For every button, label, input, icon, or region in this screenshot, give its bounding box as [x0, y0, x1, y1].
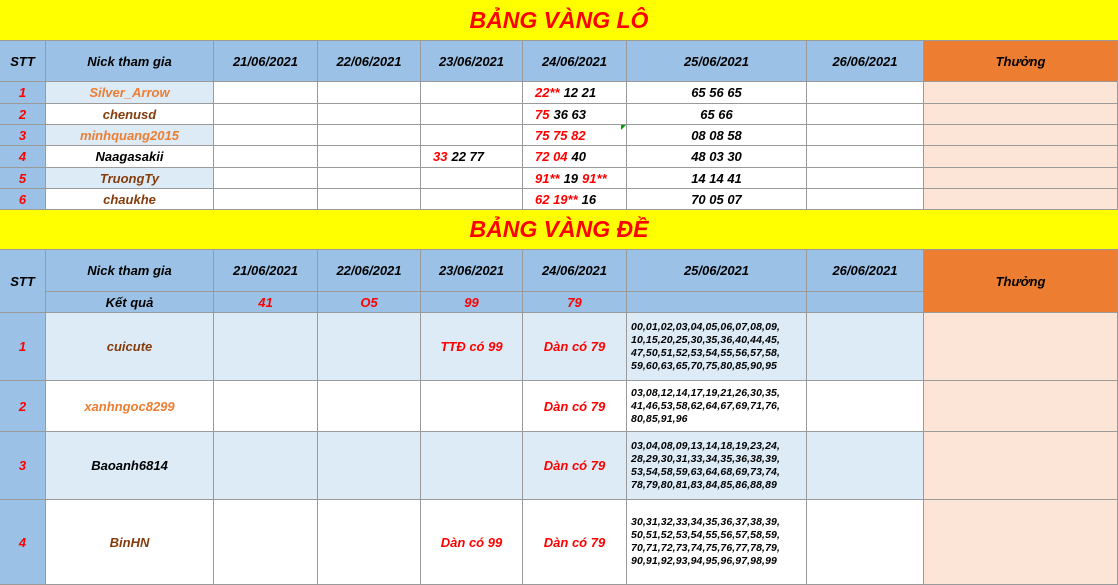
- de-cell-25: 03,04,08,09,13,14,18,19,23,24, 28,29,30,31,33,34,35,36,38,39, 53,54,58,59,63,64,68,69,73,74, 78,79,80,81,83,84,85,86,88,89: [627, 432, 807, 500]
- lo-cell-21: [214, 125, 318, 146]
- de-header-date-25: 25/06/2021: [627, 250, 807, 292]
- lo-header-nick: Nick tham gia: [46, 41, 214, 82]
- de-cell-25: 00,01,02,03,04,05,06,07,08,09, 10,15,20,25,30,35,36,40,44,45, 47,50,51,52,53,54,55,56,57,58, 59,60,63,65,70,75,80,85,90,95: [627, 313, 807, 381]
- de-nick: xanhngoc8299: [46, 381, 214, 432]
- lo-cell-23: [421, 146, 523, 168]
- de-row: [0, 500, 1118, 585]
- lo-cell-24-part: 75: [535, 106, 550, 122]
- de-cell-thuong: [924, 432, 1118, 500]
- lo-header-row: [0, 41, 1118, 82]
- de-cell-23: TTĐ có 99: [421, 313, 523, 381]
- lo-cell-22: [318, 104, 421, 125]
- de-cell-21: [214, 500, 318, 585]
- lo-cell-26: [807, 104, 924, 125]
- lo-cell-24-part: 12 21: [563, 85, 597, 100]
- lo-cell-thuong: [924, 125, 1118, 146]
- lo-cell-25: 65 56 65: [627, 82, 807, 104]
- lo-stt: 5: [0, 168, 46, 189]
- lo-row: [0, 146, 1118, 168]
- lo-cell-24: [523, 125, 627, 146]
- comment-indicator-icon: [621, 125, 626, 130]
- lo-cell-26: [807, 168, 924, 189]
- lo-cell-23: [421, 189, 523, 210]
- de-result-21: 41: [214, 292, 318, 313]
- lo-cell-25: 14 14 41: [627, 168, 807, 189]
- de-nick: BinHN: [46, 500, 214, 585]
- de-cell-23: [421, 381, 523, 432]
- de-stt: 4: [0, 500, 46, 585]
- de-cell-22: [318, 500, 421, 585]
- de-result-24: 79: [523, 292, 627, 313]
- de-cell-26: [807, 381, 924, 432]
- lo-cell-22: [318, 146, 421, 168]
- lo-cell-thuong: [924, 104, 1118, 125]
- lo-cell-24-part: 36 63: [553, 106, 587, 122]
- lo-cell-23: [421, 104, 523, 125]
- lo-cell-21: [214, 104, 318, 125]
- lo-header-date-24: 24/06/2021: [523, 41, 627, 82]
- lo-cell-thuong: [924, 189, 1118, 210]
- lo-stt: 4: [0, 146, 46, 168]
- de-cell-22: [318, 313, 421, 381]
- lo-row: [0, 125, 1118, 146]
- lo-cell-23: [421, 125, 523, 146]
- lo-cell-23-part: 22 77: [451, 149, 485, 164]
- de-cell-26: [807, 500, 924, 585]
- lo-nick: Naagasakii: [46, 146, 214, 168]
- de-cell-thuong: [924, 313, 1118, 381]
- de-nick: cuicute: [46, 313, 214, 381]
- lo-nick: TruongTy: [46, 168, 214, 189]
- lo-header-thuong: Thưởng: [924, 41, 1118, 82]
- de-cell-thuong: [924, 381, 1118, 432]
- de-stt: 1: [0, 313, 46, 381]
- de-result-22: O5: [318, 292, 421, 313]
- lo-stt: 6: [0, 189, 46, 210]
- lo-nick: minhquang2015: [46, 125, 214, 146]
- lo-nick: chaukhe: [46, 189, 214, 210]
- de-header-date-22: 22/06/2021: [318, 250, 421, 292]
- lo-cell-24: [523, 104, 627, 125]
- lo-cell-24-part: 19: [563, 170, 579, 186]
- lo-header-date-23: 23/06/2021: [421, 41, 523, 82]
- lo-cell-23: [421, 82, 523, 104]
- lo-cell-24-part: 22**: [535, 85, 560, 100]
- lo-cell-24-part: 91**: [535, 170, 560, 186]
- lo-header-date-25: 25/06/2021: [627, 41, 807, 82]
- de-header-date-26: 26/06/2021: [807, 250, 924, 292]
- de-header-date-23: 23/06/2021: [421, 250, 523, 292]
- lo-cell-24: [523, 189, 627, 210]
- de-nick: Baoanh6814: [46, 432, 214, 500]
- lo-cell-24: [523, 146, 627, 168]
- lo-cell-25: 08 08 58: [627, 125, 807, 146]
- lo-row: [0, 82, 1118, 104]
- lo-row: [0, 189, 1118, 210]
- lo-cell-22: [318, 189, 421, 210]
- de-cell-25: 03,08,12,14,17,19,21,26,30,35, 41,46,53,58,62,64,67,69,71,76, 80,85,91,96: [627, 381, 807, 432]
- de-cell-25: 30,31,32,33,34,35,36,37,38,39, 50,51,52,53,54,55,56,57,58,59, 70,71,72,73,74,75,76,77,78,79, 90,91,92,93,94,95,96,97,98,99: [627, 500, 807, 585]
- de-cell-22: [318, 432, 421, 500]
- lo-row: [0, 104, 1118, 125]
- lo-cell-21: [214, 82, 318, 104]
- lo-cell-thuong: [924, 168, 1118, 189]
- de-result-25: [627, 292, 807, 313]
- de-stt: 2: [0, 381, 46, 432]
- de-row: [0, 432, 1118, 500]
- lo-cell-thuong: [924, 146, 1118, 168]
- de-header-stt: STT: [0, 250, 46, 313]
- lo-cell-21: [214, 189, 318, 210]
- lo-nick: chenusd: [46, 104, 214, 125]
- lo-cell-26: [807, 82, 924, 104]
- lo-cell-25: 48 03 30: [627, 146, 807, 168]
- lo-cell-24-part: 75 75 82: [535, 127, 586, 143]
- lo-stt: 3: [0, 125, 46, 146]
- de-cell-26: [807, 313, 924, 381]
- de-cell-24: Dàn có 79: [523, 500, 627, 585]
- lo-cell-24: [523, 82, 627, 104]
- lo-stt: 2: [0, 104, 46, 125]
- de-cell-21: [214, 381, 318, 432]
- lo-cell-21: [214, 146, 318, 168]
- lo-header-stt: STT: [0, 41, 46, 82]
- lo-cell-22: [318, 168, 421, 189]
- de-header-nick: Nick tham gia: [46, 250, 214, 292]
- de-header-date-24: 24/06/2021: [523, 250, 627, 292]
- lo-cell-thuong: [924, 82, 1118, 104]
- de-stt: 3: [0, 432, 46, 500]
- lo-cell-22: [318, 82, 421, 104]
- lo-cell-24-part: 72 04: [535, 149, 568, 164]
- de-result-26: [807, 292, 924, 313]
- lo-stt: 1: [0, 82, 46, 104]
- lo-cell-26: [807, 146, 924, 168]
- lo-title: BẢNG VÀNG LÔ: [0, 0, 1118, 41]
- de-header-row: [0, 250, 1118, 292]
- lo-cell-24-part: 91**: [582, 170, 607, 186]
- de-cell-22: [318, 381, 421, 432]
- de-cell-thuong: [924, 500, 1118, 585]
- de-header-thuong: Thưởng: [924, 250, 1118, 313]
- de-cell-26: [807, 432, 924, 500]
- lo-cell-25: 70 05 07: [627, 189, 807, 210]
- de-cell-23: Dàn có 99: [421, 500, 523, 585]
- de-cell-21: [214, 313, 318, 381]
- lo-cell-22: [318, 125, 421, 146]
- lo-header-date-22: 22/06/2021: [318, 41, 421, 82]
- de-result-label: Kết quả: [46, 292, 214, 313]
- de-row: [0, 381, 1118, 432]
- de-cell-23: [421, 432, 523, 500]
- lo-row: [0, 168, 1118, 189]
- lo-cell-24-part: 16: [581, 191, 597, 207]
- de-result-23: 99: [421, 292, 523, 313]
- de-row: [0, 313, 1118, 381]
- de-cell-21: [214, 432, 318, 500]
- lo-header-date-26: 26/06/2021: [807, 41, 924, 82]
- de-header-date-21: 21/06/2021: [214, 250, 318, 292]
- de-cell-24: Dàn có 79: [523, 313, 627, 381]
- lo-cell-26: [807, 125, 924, 146]
- lo-cell-23: [421, 168, 523, 189]
- lo-cell-23-part: 33: [433, 149, 448, 164]
- lo-nick: Silver_Arrow: [46, 82, 214, 104]
- lo-cell-24-part: 62 19**: [535, 191, 578, 207]
- de-cell-24: Dàn có 79: [523, 381, 627, 432]
- de-title: BẢNG VÀNG ĐỀ: [0, 210, 1118, 250]
- lo-cell-21: [214, 168, 318, 189]
- de-cell-24: Dàn có 79: [523, 432, 627, 500]
- lo-cell-24: [523, 168, 627, 189]
- lo-header-date-21: 21/06/2021: [214, 41, 318, 82]
- lo-cell-24-part: 40: [571, 149, 587, 164]
- lo-cell-25: 65 66: [627, 104, 807, 125]
- lo-cell-26: [807, 189, 924, 210]
